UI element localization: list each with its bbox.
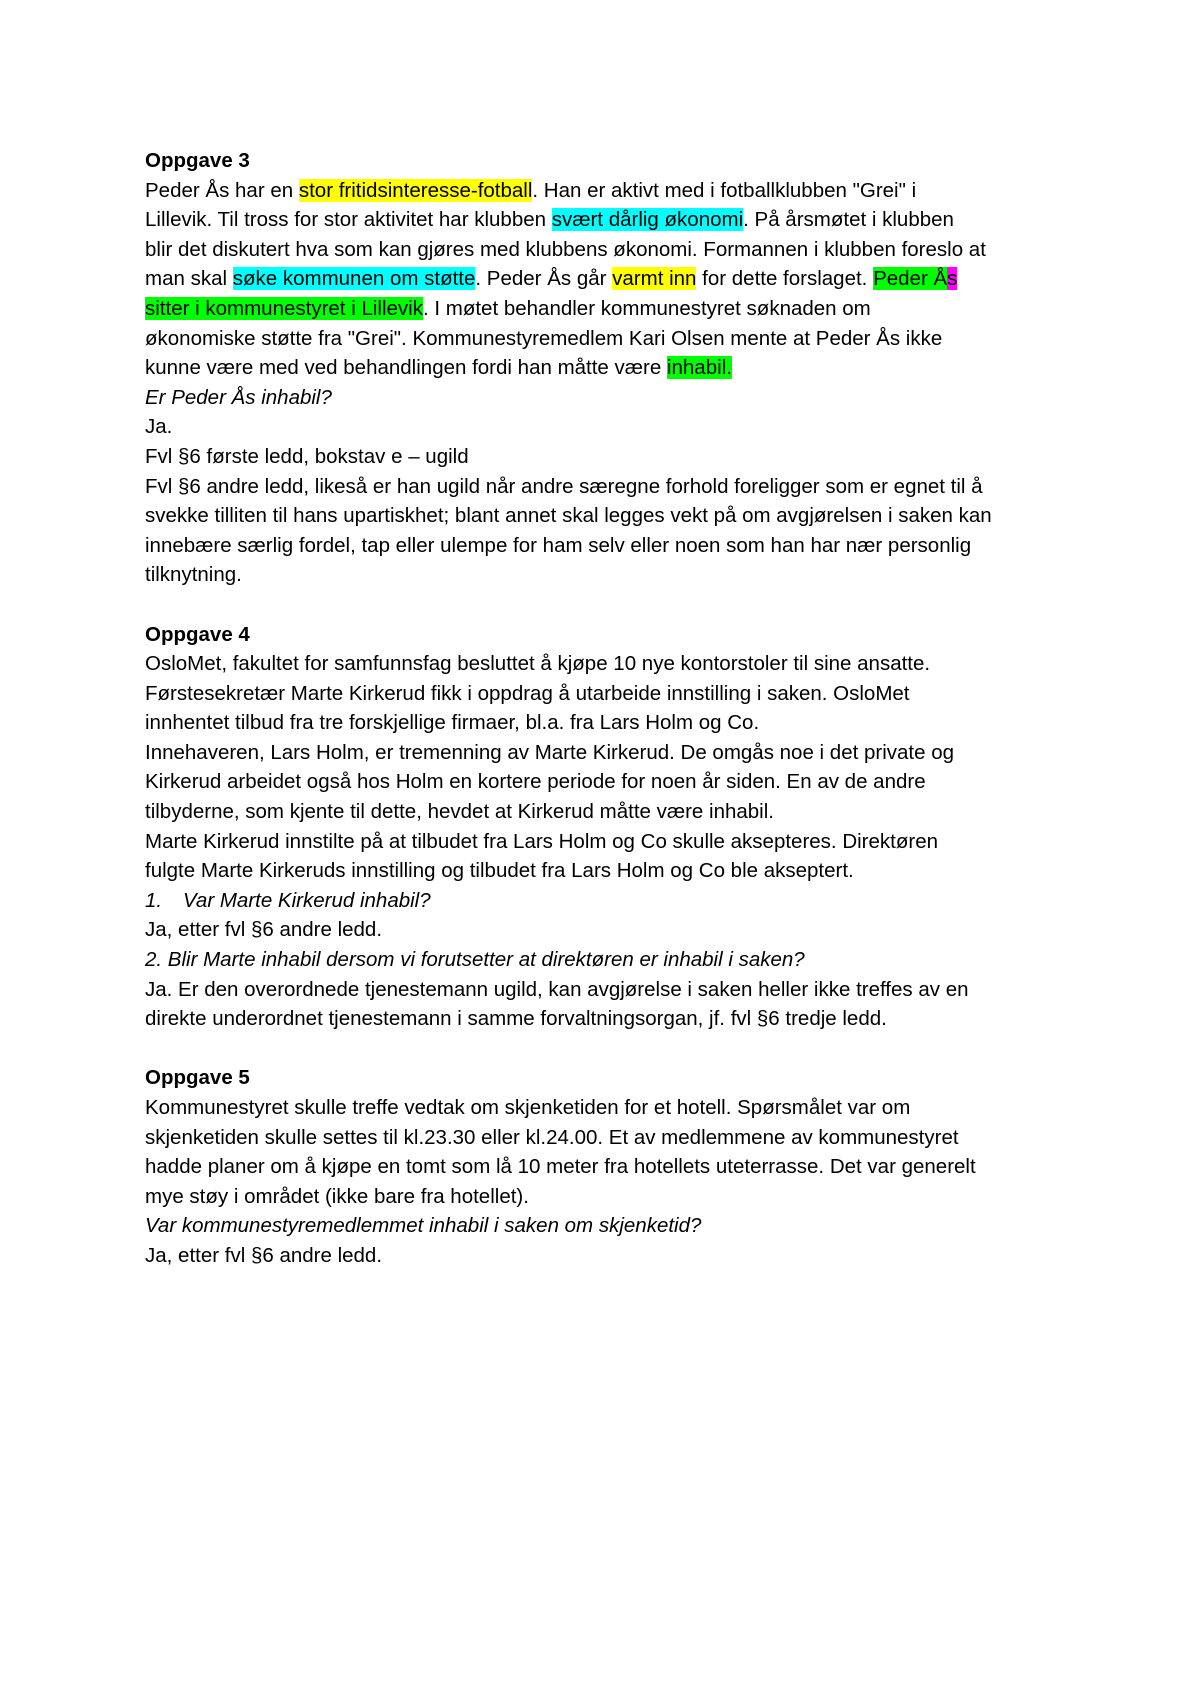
highlight-yellow: varmt inn [612, 267, 697, 291]
text-run: Lillevik. Til tross for stor aktivitet har klubben [145, 208, 552, 232]
section3-line-5 [145, 294, 1075, 324]
section4-answer-1: Ja, etter fvl §6 andre ledd. [145, 918, 383, 942]
highlight-green: sitter i kommunestyret i Lillevik [145, 296, 423, 320]
section3-line-7 [145, 353, 1075, 383]
highlight-magenta: s [947, 267, 958, 291]
section3-line-2 [145, 205, 1075, 235]
section5-answer: Ja, etter fvl §6 andre ledd. [145, 1243, 383, 1267]
section3-answer-5: innebære særlig fordel, tap eller ulempe for ham selv eller noen som han har nær personlig [145, 533, 972, 557]
section4-line-7: Marte Kirkerud innstilte på at tilbudet fra Lars Holm og Co skulle aksepteres. Direktøren [145, 829, 939, 853]
section3-answer-1: Ja. [145, 415, 173, 439]
paragraph-spacer [145, 590, 1075, 620]
section5-line-4: mye støy i området (ikke bare fra hotellet). [145, 1184, 529, 1208]
section4-line-5: Kirkerud arbeidet også hos Holm en kortere periode for noen år siden. En av de andre [145, 770, 926, 794]
section4-line-6: tilbyderne, som kjente til dette, hevdet at Kirkerud måtte være inhabil. [145, 800, 774, 824]
section3-question: Er Peder Ås inhabil? [145, 385, 332, 409]
section4-question-2: 2. Blir Marte inhabil dersom vi forutsetter at direktøren er inhabil i saken? [145, 948, 805, 972]
section4-line-1: OsloMet, fakultet for samfunnsfag besluttet å kjøpe 10 nye kontorstoler til sine ansatte. [145, 652, 931, 676]
text-run: man skal [145, 267, 233, 291]
section3-answer-2: Fvl §6 første ledd, bokstav e – ugild [145, 444, 469, 468]
section4-question-1 [145, 886, 1075, 916]
section3-answer-6: tilknytning. [145, 563, 242, 587]
paragraph-spacer [145, 1034, 1075, 1064]
section4-line-8: fulgte Marte Kirkeruds innstilling og tilbudet fra Lars Holm og Co ble akseptert. [145, 859, 854, 883]
section5-line-1: Kommunestyret skulle treffe vedtak om skjenketiden for et hotell. Spørsmålet var om [145, 1096, 911, 1119]
text-run: . Peder Ås går [475, 267, 613, 291]
section3-answer-3: Fvl §6 andre ledd, likeså er han ugild når andre særegne forhold foreligger som er egnet til å [145, 474, 983, 498]
text-run: Peder Ås har en [145, 178, 299, 202]
highlight-green: inhabil. [666, 356, 732, 380]
section3-line-3: blir det diskutert hva som kan gjøres med klubbens økonomi. Formannen i klubben foreslo at [145, 237, 986, 261]
section3-answer-4: svekke tilliten til hans upartiskhet; blant annet skal legges vekt på om avgjørelsen i saken kan [145, 504, 992, 528]
text-run: . Han er aktivt med i fotballklubben "Grei" i [532, 178, 917, 202]
section5-heading: Oppgave 5 [145, 1066, 250, 1090]
section3-heading: Oppgave 3 [145, 149, 250, 172]
section4-line-3: innhentet tilbud fra tre forskjellige firmaer, bl.a. fra Lars Holm og Co. [145, 711, 760, 735]
section5-question: Var kommunestyremedlemmet inhabil i saken om skjenketid? [145, 1214, 702, 1238]
section3-line-6: økonomiske støtte fra "Grei". Kommunestyremedlem Kari Olsen mente at Peder Ås ikke [145, 326, 943, 350]
section3-line-1 [145, 176, 1075, 206]
section4-answer-2-line-2: direkte underordnet tjenestemann i samme forvaltningsorgan, jf. fvl §6 tredje ledd. [145, 1007, 887, 1031]
document-page [145, 146, 1075, 1271]
section4-answer-2-line-1: Ja. Er den overordnede tjenestemann ugild, kan avgjørelse i saken heller ikke treffes av en [145, 977, 969, 1001]
highlight-cyan: søke kommunen om støtte [232, 267, 476, 291]
text-run: . I møtet behandler kommunestyret søknaden om [422, 296, 871, 320]
highlight-cyan: svært dårlig økonomi [551, 208, 744, 232]
question-text: Var Marte Kirkerud inhabil? [183, 888, 431, 912]
section5-line-2: skjenketiden skulle settes til kl.23.30 eller kl.24.00. Et av medlemmene av kommunestyret [145, 1125, 959, 1149]
list-number: 1. [145, 888, 163, 912]
section4-line-4: Innehaveren, Lars Holm, er tremenning av Marte Kirkerud. De omgås noe i det private og [145, 740, 955, 764]
text-run: kunne være med ved behandlingen fordi han måtte være [145, 356, 667, 380]
section3-line-4 [145, 264, 1075, 294]
text-run: . På årsmøtet i klubben [743, 208, 954, 232]
section4-heading: Oppgave 4 [145, 622, 250, 646]
section4-line-2: Førstesekretær Marte Kirkerud fikk i oppdrag å utarbeide innstilling i saken. OsloMet [145, 681, 910, 705]
highlight-yellow: stor fritidsinteresse-fotball [298, 178, 533, 202]
text-run: for dette forslaget. [696, 267, 874, 291]
highlight-green: Peder Å [873, 267, 948, 291]
section5-line-3: hadde planer om å kjøpe en tomt som lå 10 meter fra hotellets uteterrasse. Det var generelt [145, 1155, 976, 1179]
